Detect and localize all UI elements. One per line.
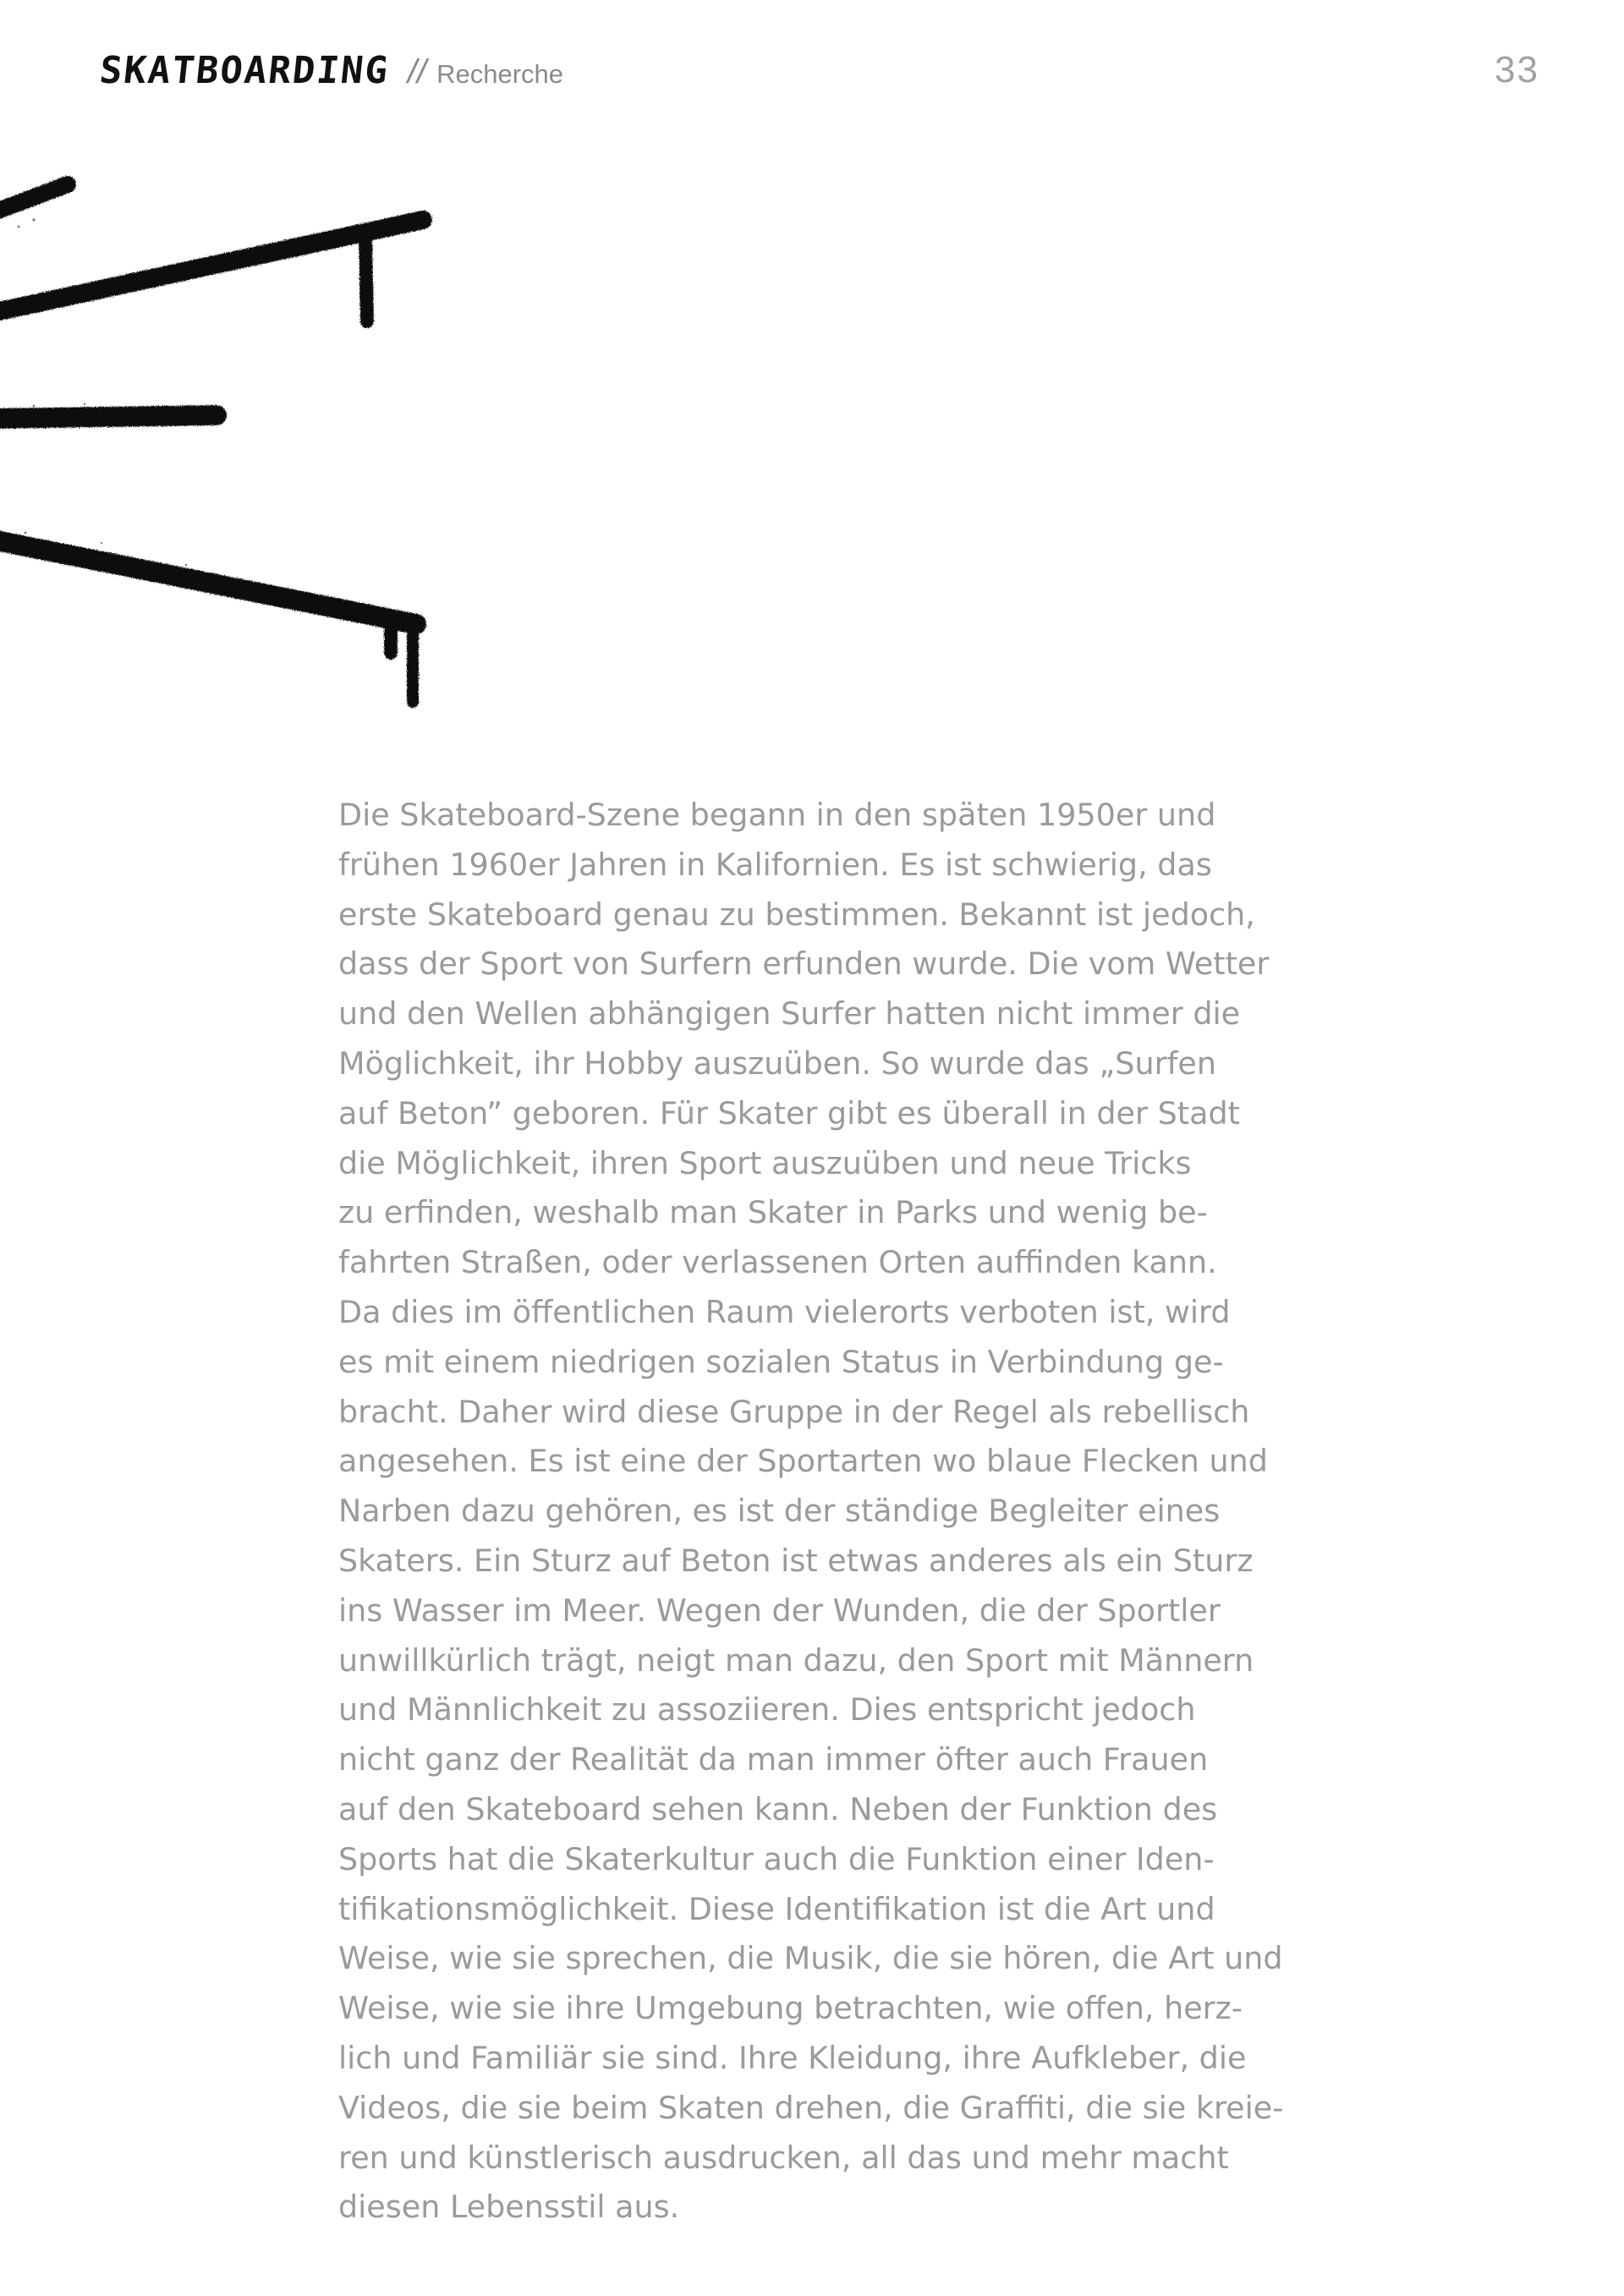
body-text-line: Narben dazu gehören, es ist der ständige Begleiter eines (338, 1493, 1221, 1530)
header-title: SKATBOARDING (97, 49, 392, 92)
body-text-line: und den Wellen abhängigen Surfer hatten nicht immer die (338, 995, 1241, 1033)
body-text-line: Da dies im öffentlichen Raum vielerorts verboten ist, wird (338, 1293, 1231, 1330)
body-text-line: zu erfinden, weshalb man Skater in Parks und wenig be- (338, 1194, 1208, 1231)
body-text-line: Skaters. Ein Sturz auf Beton ist etwas anderes als ein Sturz (338, 1542, 1254, 1579)
body-text-line: auf den Skateboard sehen kann. Neben der Funktion des (338, 1790, 1218, 1827)
body-text-line: nicht ganz der Realität da man immer öfter auch Frauen (338, 1741, 1209, 1778)
body-text-line: tifikationsmöglichkeit. Diese Identifikation ist die Art und (338, 1890, 1215, 1927)
body-text-line: diesen Lebensstil aus. (338, 2189, 680, 2226)
body-text-line: Videos, die sie beim Skaten drehen, die Graffiti, die sie kreie- (338, 2089, 1284, 2126)
body-text-line: Die Skateboard-Szene begann in den späten 1950er und (338, 797, 1216, 833)
spray-paint-strokes-icon (0, 161, 457, 736)
body-text-line: fahrten Straßen, oder verlassenen Orten auffinden kann. (338, 1244, 1217, 1281)
body-text-line: bracht. Daher wird diese Gruppe in der Regel als rebellisch (338, 1393, 1250, 1430)
body-text-line: unwillkürlich trägt, neigt man dazu, den Sport mit Männern (338, 1641, 1254, 1679)
body-text-line: und Männlichkeit zu assoziieren. Dies entspricht jedoch (338, 1691, 1196, 1729)
body-text-line: Sports hat die Skaterkultur auch die Funktion einer Iden- (338, 1840, 1215, 1877)
body-text-line: ren und künstlerisch ausdrucken, all das und mehr macht (338, 2139, 1229, 2176)
header-section: Recherche (436, 59, 564, 89)
body-paragraph (338, 791, 1320, 2233)
body-text-line: erste Skateboard genau zu bestimmen. Bekannt ist jedoch, (338, 896, 1255, 933)
body-text-line: dass der Sport von Surfern erfunden wurde. Die vom Wetter (338, 945, 1270, 983)
body-text-line: frühen 1960er Jahren in Kalifornien. Es ist schwierig, das (338, 846, 1212, 883)
header-bar (97, 49, 564, 92)
body-text-line: Möglichkeit, ihr Hobby auszuüben. So wurde das „Surfen (338, 1044, 1217, 1082)
body-text-line: die Möglichkeit, ihren Sport auszuüben und neue Tricks (338, 1144, 1192, 1181)
body-text-line: ins Wasser im Meer. Wegen der Wunden, die der Sportler (338, 1592, 1221, 1629)
page-number: 33 (1495, 49, 1539, 90)
body-text-line: auf Beton” geboren. Für Skater gibt es überall in der Stadt (338, 1094, 1240, 1132)
body-text-line: angesehen. Es ist eine der Sportarten wo blaue Flecken und (338, 1443, 1268, 1480)
body-text-line: Weise, wie sie ihre Umgebung betrachten, wie offen, herz- (338, 1990, 1243, 2027)
body-text-line: lich und Familiär sie sind. Ihre Kleidung, ihre Aufkleber, die (338, 2039, 1247, 2076)
body-text-line: es mit einem niedrigen sozialen Status in Verbindung ge- (338, 1343, 1224, 1380)
body-text-line: Weise, wie sie sprechen, die Musik, die sie hören, die Art und (338, 1940, 1283, 1977)
header-separator: // (407, 53, 427, 90)
